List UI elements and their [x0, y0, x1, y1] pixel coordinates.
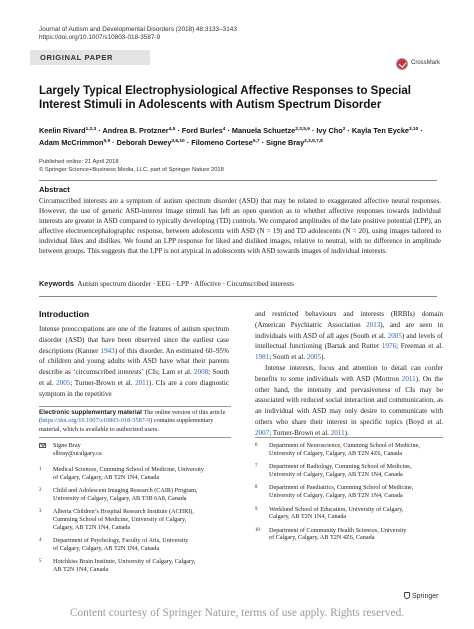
title-line: Largely Typical Electrophysiological Affective Responses to Special [39, 85, 411, 97]
author-affiliation-marker: 4 [222, 127, 226, 132]
text-segment: ). [344, 428, 349, 437]
published-date: Published online: 21 April 2018 [39, 159, 119, 165]
text-segment: Intense interests, focus and attention to detail can confer benefits to some individuals with ASD (Mottron [255, 363, 443, 383]
affiliation-text [53, 537, 188, 552]
affiliation-line: Alberta Children’s Hospital Research Institute (ACHRI), [53, 508, 194, 516]
citation-link[interactable]: 2008 [194, 368, 209, 377]
author-separator: · [96, 126, 103, 135]
author-separator: · [345, 126, 352, 135]
citation-link[interactable]: 2005 [387, 331, 402, 340]
introduction-heading: Introduction [39, 309, 90, 319]
crossmark-icon [396, 58, 408, 70]
affiliation-text [269, 463, 412, 478]
journal-line: Journal of Autism and Developmental Disorders (2018) 48:3133–3143 [39, 26, 237, 33]
publisher-mark [404, 592, 438, 600]
text-segment: ; Turner-Brown et al. [269, 428, 331, 437]
affiliation-line: Hotchkiss Brain Institute, University of Calgary, Calgary, [53, 558, 196, 566]
keywords-label: Keywords [39, 279, 74, 288]
citation-link[interactable]: 1981 [255, 353, 270, 362]
springer-horse-icon [404, 592, 410, 599]
text-segment: and restricted behaviours and interests (RRBIs) domain (American Psychiatric Association [255, 310, 443, 329]
affiliation-line: University of Calgary, Calgary, AB T2N 1N4, Canada [269, 491, 403, 499]
affiliation-number: 10 [255, 527, 260, 533]
author-name[interactable]: Adam McCrimmon [39, 138, 104, 147]
author-separator: · [110, 138, 117, 147]
author-line [39, 136, 449, 148]
affiliation-number: 2 [39, 488, 42, 494]
esm-label: Electronic supplementary material [39, 409, 142, 416]
author-separator: · [184, 138, 192, 147]
author-list [39, 124, 449, 148]
author-name[interactable]: Filomeno Cortese [191, 138, 253, 147]
article-title [39, 84, 439, 112]
author-affiliation-marker: 1,2,3 [85, 127, 97, 132]
text-segment: ) contains supplementary material, which is available to authorized users. [39, 417, 214, 433]
affiliation-line: Department of Neuroscience, Cumming School of Medicine, [269, 442, 420, 449]
author-separator: · [418, 126, 423, 135]
author-name[interactable]: Signe Bray [266, 138, 305, 147]
keywords-text: Autism spectrum disorder · EEG · LPP · Affective · Circumscribed interests [77, 280, 294, 288]
author-separator: · [259, 138, 267, 147]
text-segment: Intense preoccupations are one of the features of autism spectrum disorder (ASD) that have been observed since the earliest case descriptions (Kanner [39, 325, 229, 355]
author-separator: · [309, 126, 317, 135]
citation-link[interactable]: 2011 [135, 378, 149, 387]
author-line [39, 124, 449, 136]
affiliation-line: Child and Adolescent Imaging Research (CAIR) Program, [53, 487, 198, 495]
author-separator: · [175, 126, 182, 135]
citation-link[interactable]: 1976 [381, 342, 397, 351]
citation-link[interactable]: 2011 [330, 428, 345, 437]
corresponding-email[interactable]: slbray@ucalgary.ca [53, 449, 102, 457]
citation-link[interactable]: 2005 [306, 353, 322, 362]
citation-link[interactable]: 1943 [100, 346, 115, 355]
abstract-bottom-rule [39, 296, 437, 297]
affiliation-line: of Calgary, Calgary, AB T2N 4Z6, Canada [269, 534, 375, 542]
text-segment: ). [321, 353, 326, 362]
esm-rule [39, 406, 231, 407]
crossmark-badge[interactable] [396, 58, 440, 72]
copyright-line: © Springer Science+Business Media, LLC, part of Springer Nature 2018 [39, 167, 224, 173]
citation-link[interactable]: 2007 [255, 428, 270, 437]
author-name[interactable]: Ford Burles [181, 126, 223, 135]
affiliation-text [269, 527, 406, 542]
affiliation-number: 5 [39, 559, 42, 565]
affiliation-number: 9 [255, 506, 258, 512]
text-segment: ) of this disorder. An estimated 60–95% of children and young adults with ASD have what their parents describe as ‘circumscribed interests’ (CIs; Lam et al. [39, 346, 229, 377]
corresponding-author [39, 442, 231, 458]
author-affiliation-marker: 4,5 [168, 127, 176, 132]
author-affiliation-marker: 2 [342, 127, 346, 132]
text-segment: ). On the other hand, the intensity and pervasiveness of CIs may be associated with reduced social interaction and communication, as an individual with ASD may only desire to communicate with others who share their interest in specific topics (Boyd et al. [255, 374, 443, 426]
envelope-icon [39, 443, 46, 448]
courtesy-watermark: Content courtesy of Springer Nature, terms of use apply. Rights reserved. [69, 607, 405, 619]
citation-link[interactable]: 2005 [56, 378, 71, 387]
author-name[interactable]: Ivy Cho [316, 126, 343, 135]
journal-citation [39, 26, 237, 42]
title-line: Interest Stimuli in Adolescents with Autism Spectrum Disorder [39, 99, 382, 111]
introduction-left-column [39, 324, 229, 400]
affiliation-number: 6 [255, 443, 258, 448]
affiliation-line: Department of Radiology, Cumming School of Medicine, [269, 463, 412, 471]
author-name[interactable]: Manuela Schuetze [231, 126, 296, 135]
corresponding-author-body [53, 442, 102, 457]
affiliation-number: 4 [39, 538, 42, 544]
paper-type-label: ORIGINAL PAPER [40, 53, 114, 62]
text-segment: ), and are seen in individuals with ASD of all ages (South et al. [255, 320, 443, 340]
affiliation-text [53, 466, 204, 481]
author-name[interactable]: Kayla Ten Eycke [351, 126, 409, 135]
affiliation-text [53, 508, 194, 531]
affiliation-number: 3 [39, 509, 42, 515]
author-affiliation-marker: 2,3,5,7,8 [304, 139, 323, 144]
affiliation-number: 7 [255, 464, 258, 470]
text-segment: ). CIs are a core diagnostic symptom in the repetitive [39, 378, 230, 398]
doi-line[interactable]: https://doi.org/10.1007/s10803-018-3587-9 [39, 34, 161, 41]
affiliation-line: Department of Community Health Sciences, University [269, 526, 407, 534]
affiliation-line: Calgary, AB T2N 1N4, Canada [269, 513, 347, 521]
abstract-heading: Abstract [39, 185, 70, 194]
affiliation-text [53, 487, 198, 502]
author-separator: · [225, 126, 232, 135]
introduction-right-column [255, 309, 443, 439]
affiliation-line: University of Calgary, Calgary, AB T2N 1N4, Canada [269, 470, 403, 478]
footnote-rule [39, 437, 231, 438]
abstract-text: Circumscribed interests are a symptom of autism spectrum disorder (ASD) that may be related to exaggerated affective neural responses. However, the use of generic ASD-interest image stimuli has left an open question as to whether affective responses towards individual interests are greater in ASD compared to typically developing (TD) controls. We compared amplitudes of the late positive potential (LPP), an affective electroencephalographic response, between adolescents with ASD (N = 19) and TD adolescents (N = 20), using images tailored to individual likes and dislikes. We found an LPP response for liked and disliked images, relative to neutral, with no difference in amplitude between groups. This suggests that the LPP is not atypical in adolescents with ASD towards images of individual interests. [39, 197, 441, 255]
affiliation-text [269, 484, 413, 499]
affiliation-text [53, 558, 195, 573]
affiliation-text [269, 442, 420, 457]
text-segment: ; South et al. [269, 353, 307, 362]
citation-link[interactable]: 2013 [366, 320, 381, 329]
affiliation-line: Calgary, AB T2N 1N4, Canada [53, 523, 131, 531]
author-affiliation-marker: 2,3,5,6 [295, 127, 310, 132]
affiliation-line: Department of Paediatrics, Cumming School of Medicine, [269, 484, 414, 492]
affiliation-line: of Calgary, Calgary, AB T2N 1N4, Canada [53, 544, 160, 552]
affiliation-line: Medical Sciences, Cumming School of Medicine, University [53, 466, 204, 473]
affiliation-line: of Calgary, Calgary, AB T2N 1N4, Canada [53, 473, 160, 481]
text-segment: ; Turner-Brown et al. [70, 378, 136, 387]
affiliation-line: AB T2N 1N4, Canada [53, 565, 109, 573]
affiliation-number: 1 [39, 467, 42, 472]
abstract-top-rule [39, 180, 437, 181]
affiliation-line: Cumming School of Medicine, University of Calgary, [53, 515, 187, 523]
affiliation-number: 8 [255, 485, 258, 491]
esm-doi-link[interactable]: https://doi.org/10.1007/s10803-018-3587-9 [41, 417, 151, 425]
author-affiliation-marker: 5,7 [252, 139, 260, 144]
supplementary-material-note [39, 409, 231, 434]
affiliation-line: University of Calgary, Calgary, AB T2N 4Z6, Canada [269, 449, 403, 457]
affiliation-line: Werklund School of Education, University of Calgary, [269, 505, 404, 513]
publication-info [39, 158, 224, 174]
text-segment: ; Freeman et al. [396, 342, 443, 351]
paper-type-banner [30, 50, 150, 65]
affiliation-line: University of Calgary, Calgary, AB T3B 6A8, Canada [53, 494, 187, 502]
keywords [39, 279, 441, 289]
corresponding-name: Signe Bray [53, 442, 81, 449]
affiliation-line: Department of Psychology, Faculty of Arts, University [53, 537, 189, 545]
author-name[interactable]: Andrea B. Protzner [102, 126, 169, 135]
author-name[interactable]: Keelin Rivard [39, 126, 86, 135]
author-affiliation-marker: 3,10 [408, 127, 419, 132]
footnote-rule-right [255, 437, 443, 438]
publisher-name: Springer [412, 593, 439, 600]
text-segment: The online version of this article ( [39, 409, 226, 425]
author-name[interactable]: Deborah Dewey [116, 138, 172, 147]
author-affiliation-marker: 5,9 [103, 139, 111, 144]
crossmark-label: CrossMark [411, 60, 441, 66]
citation-link[interactable]: 2011 [401, 374, 416, 383]
text-segment: ; South et al. [39, 368, 229, 387]
affiliation-text [269, 506, 404, 521]
text-segment: ) and levels of intellectual functioning (Bartak and Rutter [255, 331, 444, 351]
author-affiliation-marker: 3,6,10 [171, 139, 185, 144]
